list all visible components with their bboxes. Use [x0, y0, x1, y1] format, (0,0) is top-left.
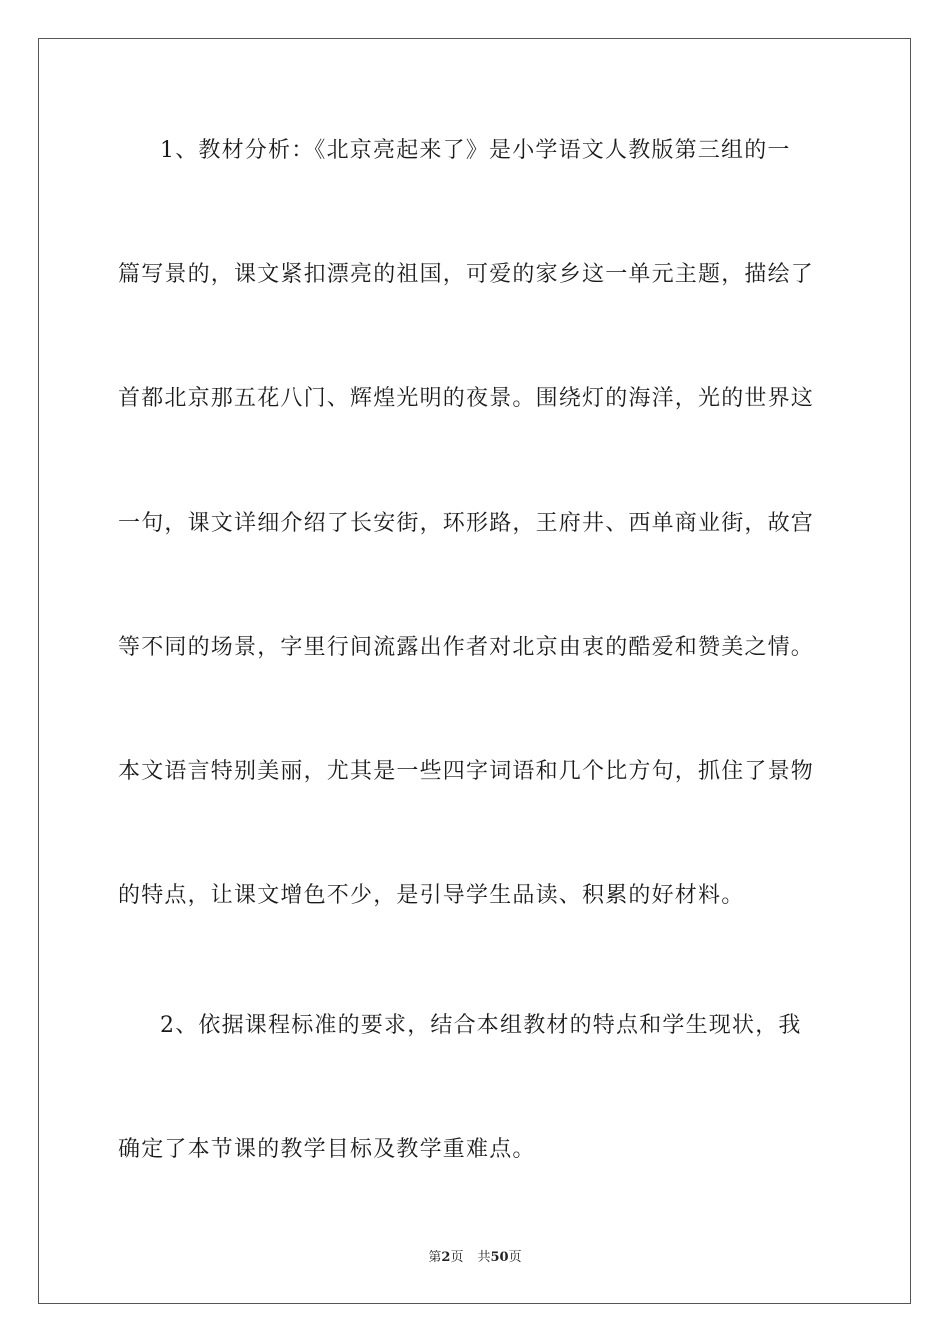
paragraph-1-line-1: 1、教材分析：《北京亮起来了》是小学语文人教版第三组的一	[160, 138, 791, 163]
paragraph-1-line-5: 等不同的场景，字里行间流露出作者对北京由衷的酷爱和赞美之情。	[118, 635, 815, 660]
page-suffix: 页	[450, 1250, 464, 1265]
page-footer	[0, 1246, 950, 1265]
paragraph-1-line-4: 一句，课文详细介绍了长安街，环形路，王府井、西单商业街，故宫	[118, 511, 815, 536]
paragraph-2-line-1: 2、依据课程标准的要求，结合本组教材的特点和学生现状，我	[160, 1013, 802, 1038]
paragraph-1-line-2: 篇写景的，课文紧扣漂亮的祖国，可爱的家乡这一单元主题，描绘了	[118, 262, 815, 287]
page-prefix: 第	[428, 1250, 442, 1265]
page-frame	[38, 38, 911, 1304]
paragraph-1-line-3: 首都北京那五花八门、辉煌光明的夜景。围绕灯的海洋，光的世界这	[118, 386, 815, 411]
paragraph-2-line-2: 确定了本节课的教学目标及教学重难点。	[118, 1137, 536, 1162]
total-suffix: 页	[508, 1250, 522, 1265]
page-number: 2	[441, 1250, 451, 1265]
paragraph-1-line-7: 的特点，让课文增色不少，是引导学生品读、积累的好材料。	[118, 883, 745, 908]
total-pages: 50	[490, 1250, 509, 1265]
paragraph-1-line-6: 本文语言特别美丽，尤其是一些四字词语和几个比方句，抓住了景物	[118, 759, 815, 784]
total-prefix: 共	[477, 1250, 491, 1265]
